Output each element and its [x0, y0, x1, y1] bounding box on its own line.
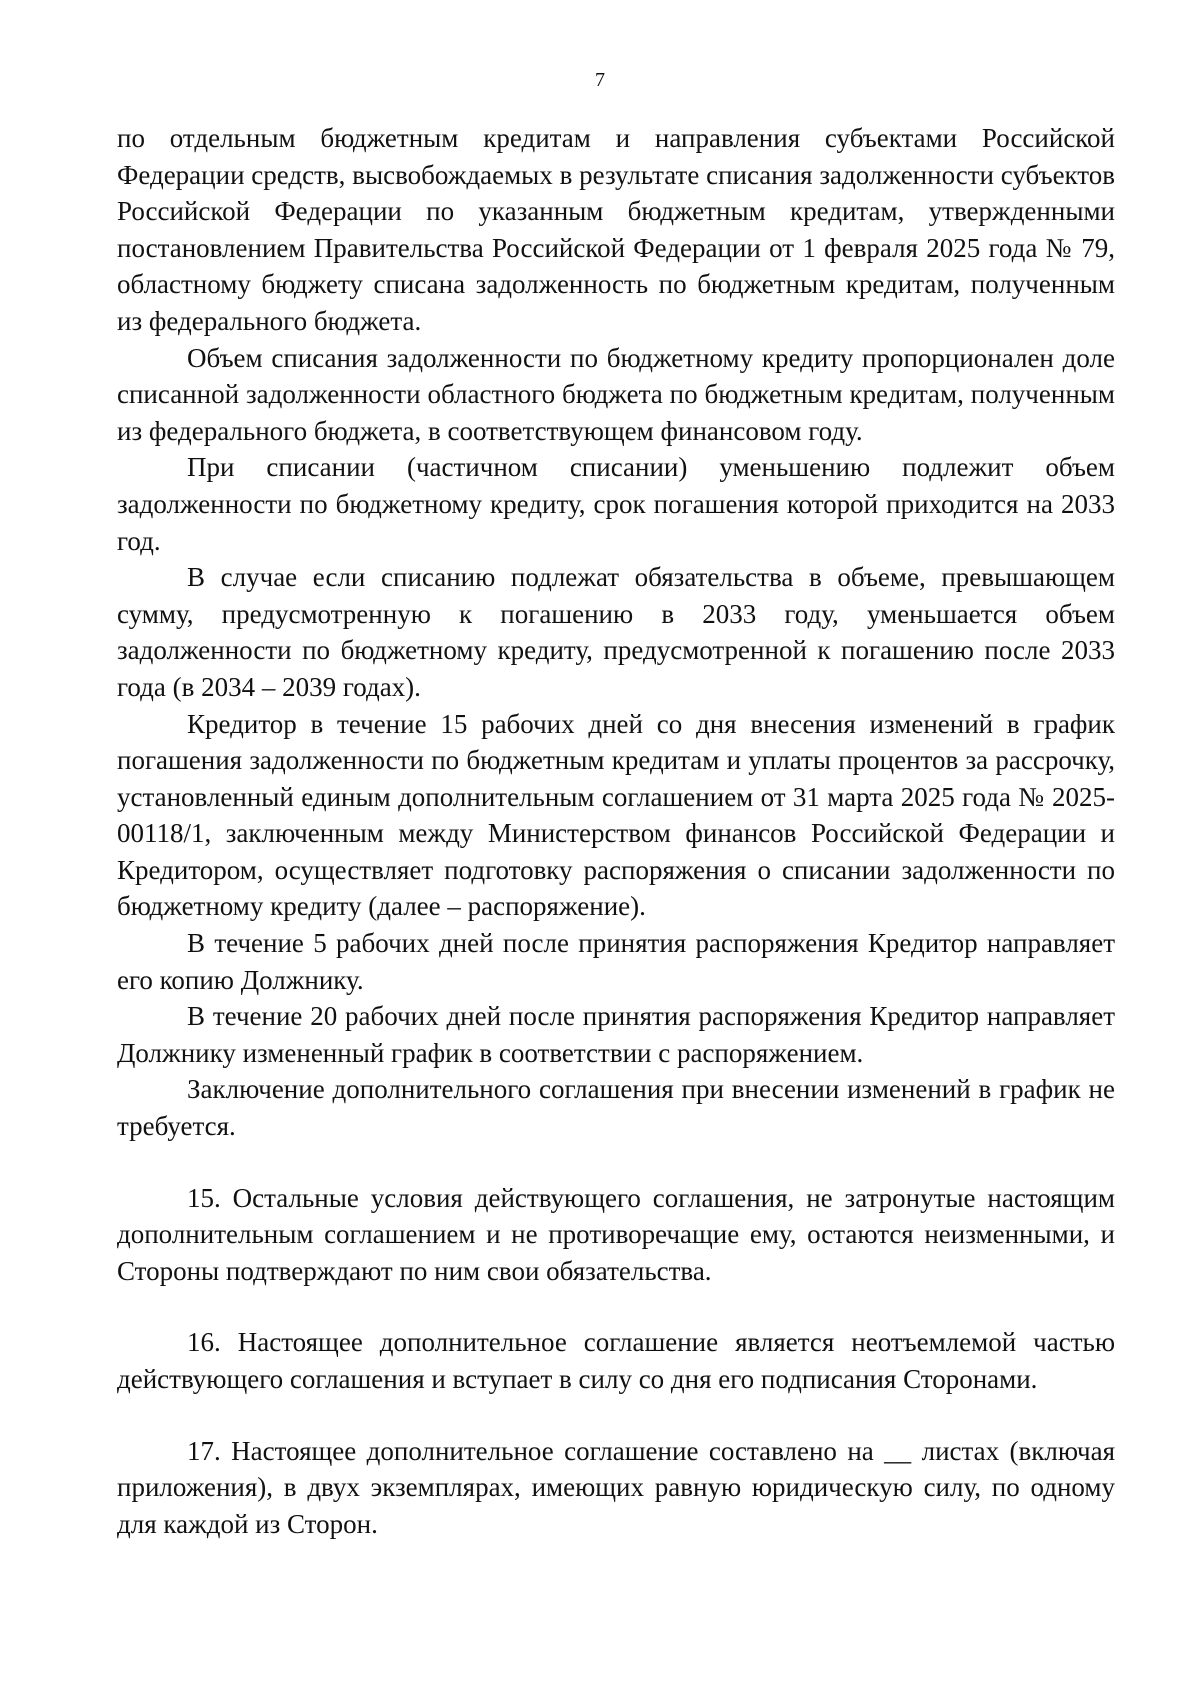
paragraph-continuation: по отдельным бюджетным кредитам и направления субъектами Российской Федерации средств, высвобождаемых в результате списания задолженности субъектов Российской Федерации по указанным бюджетным кредитам, утвержденными постановлением Правительства Российской Федерации от 1 февраля 2025 года № 79, областному бюджету списана задолженность по бюджетным кредитам, полученным из федерального бюджета.	[117, 123, 1115, 336]
clause-16: 16. Настоящее дополнительное соглашение является неотъемлемой частью действующего соглашения и вступает в силу со дня его подписания Сторонами.	[117, 1327, 1115, 1394]
paragraph-updated-schedule: В течение 20 рабочих дней после принятия распоряжения Кредитор направляет Должнику измененный график в соответствии с распоряжением.	[117, 1001, 1115, 1068]
paragraph-partial-write-off: При списании (частичном списании) уменьшению подлежит объем задолженности по бюджетному кредиту, срок погашения которой приходится на 2033 год.	[117, 452, 1115, 556]
clause-15: 15. Остальные условия действующего соглашения, не затронутые настоящим дополнительным соглашением и не противоречащие ему, остаются неизменными, и Стороны подтверждают по ним свои обязательства.	[117, 1182, 1115, 1286]
paragraph-creditor-order: Кредитор в течение 15 рабочих дней со дня внесения изменений в график погашения задолженности по бюджетным кредитам и уплаты процентов за рассрочку, установленный единым дополнительным соглашением от 31 марта 2025 года № 2025-00118/1, заключенным между Министерством финансов Российской Федерации и Кредитором, осуществляет подготовку распоряжения о списании задолженности по бюджетному кредиту (далее – распоряжение).	[117, 708, 1115, 922]
page-number: 7	[595, 69, 605, 91]
clause-17: 17. Настоящее дополнительное соглашение составлено на __ листах (включая приложения), в двух экземплярах, имеющих равную юридическую силу, по одному для каждой из Сторон.	[117, 1435, 1115, 1539]
paragraph-no-agreement-needed: Заключение дополнительного соглашения при внесении изменений в график не требуется.	[117, 1074, 1115, 1142]
paragraph-excess-obligations: В случае если списанию подлежат обязательства в объеме, превышающем сумму, предусмотренную к погашению в 2033 году, уменьшается объем задолженности по бюджетному кредиту, предусмотренной к погашению после 2033 года (в 2034 – 2039 годах).	[117, 562, 1115, 702]
document-body	[117, 120, 1115, 1542]
paragraph-write-off-volume: Объем списания задолженности по бюджетному кредиту пропорционален доле списанной задолженности областного бюджета по бюджетным кредитам, полученным из федерального бюджета, в соответствующем финансовом году.	[117, 342, 1115, 446]
paragraph-copy-to-debtor: В течение 5 рабочих дней после принятия распоряжения Кредитор направляет его копию Должнику.	[117, 928, 1115, 995]
